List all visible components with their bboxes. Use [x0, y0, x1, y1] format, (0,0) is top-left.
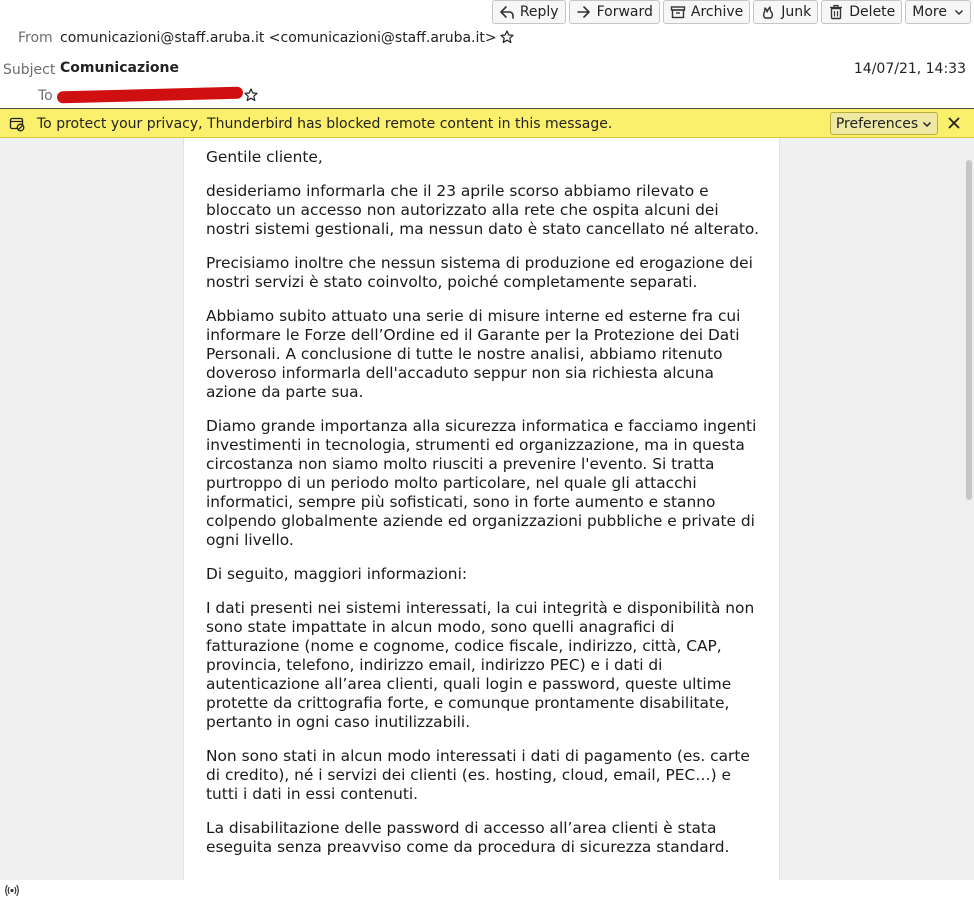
message-header: [0, 0, 974, 108]
more-button[interactable]: [905, 0, 971, 24]
forward-button[interactable]: [569, 0, 660, 24]
archive-label: Archive: [690, 4, 744, 20]
to-label: To: [38, 88, 53, 104]
paragraph-greeting: Gentile cliente,: [206, 148, 323, 166]
recipient-star-icon[interactable]: [244, 88, 258, 102]
paragraph: La disabilitazione delle password di accesso all’area clienti è stata eseguita senza preavviso come da procedura di sicurezza standard.: [206, 819, 730, 856]
reply-label: Reply: [519, 4, 559, 20]
subject-value: Comunicazione: [60, 60, 179, 76]
remote-content-notification: [0, 108, 974, 138]
delete-label: Delete: [849, 4, 896, 20]
paragraph: desideriamo informarla che il 23 aprile scorso abbiamo rilevato e bloccato un accesso non autorizzato alla rete che ospita alcuni dei nostri sistemi gestionali, ma nessun dato è stato cancellato né alterato.: [206, 182, 759, 238]
trash-icon: [828, 4, 844, 20]
vertical-scrollbar[interactable]: [966, 160, 972, 500]
paragraph: Abbiamo subito attuato una serie di misure interne ed esterne fra cui informare le Forze dell’Ordine ed il Garante per la Protezione dei Dati Personali. A conclusione di tutte le nostre analisi, abbiamo ritenuto doveroso informarla dell'accaduto seppur non sia richiesta alcuna azione da parte sua.: [206, 307, 741, 401]
paragraph: Non sono stati in alcun modo interessati i dati di pagamento (es. carte di credito), né i servizi dei clienti (es. hosting, cloud, email, PEC…) e tutti i dati in essi contenuti.: [206, 747, 750, 803]
reply-button[interactable]: [492, 0, 566, 24]
preferences-button[interactable]: [830, 112, 938, 135]
archive-button[interactable]: [663, 0, 750, 24]
status-bar: [0, 880, 974, 899]
preferences-label: Preferences: [835, 115, 919, 132]
from-address[interactable]: comunicazioni@staff.aruba.it <comunicazioni@staff.aruba.it>: [60, 30, 497, 46]
subject-label: Subject: [3, 62, 56, 78]
from-label: From: [18, 30, 53, 46]
notification-text: To protect your privacy, Thunderbird has blocked remote content in this message.: [37, 116, 613, 132]
from-value: [60, 30, 514, 46]
chevron-down-icon: [954, 7, 964, 17]
message-toolbar: [492, 0, 971, 24]
paragraph: Precisiamo inoltre che nessun sistema di produzione ed erogazione dei nostri servizi è stato coinvolto, poiché completamente separati.: [206, 254, 753, 291]
chevron-down-icon: [922, 119, 932, 129]
paragraph: Di seguito, maggiori informazioni:: [206, 565, 468, 583]
paragraph: I dati presenti nei sistemi interessati, la cui integrità e disponibilità non sono state impattate in alcun modo, sono quelli anagrafici di fatturazione (nome e cognome, codice fiscale, indirizzo, città, CAP, provincia, telefono, indirizzo email, indirizzo PEC) e i dati di autenticazione all’area clienti, quali login e password, queste ultime protette da crittografia forte, e comunque prontamente disabilitate, pertanto in ogni caso inutilizzabili.: [206, 599, 755, 731]
junk-icon: [760, 4, 776, 20]
message-text: [206, 148, 766, 872]
junk-button[interactable]: [753, 0, 818, 24]
message-body-pane[interactable]: [0, 138, 974, 880]
reply-icon: [499, 4, 515, 20]
forward-icon: [576, 4, 592, 20]
online-status-icon[interactable]: [4, 884, 20, 897]
star-icon[interactable]: [500, 30, 514, 44]
paragraph: Diamo grande importanza alla sicurezza informatica e facciamo ingenti investimenti in tecnologia, strumenti ed organizzazione, ma in questa circostanza non siamo molto riusciti a prevenire l'evento. Si tratta purtroppo di un periodo molto particolare, nel quale gli attacchi informatici, sempre più sofisticati, sono in forte aumento e stanno colpendo globalmente aziende ed organizzazioni pubbliche e private di ogni livello.: [206, 417, 757, 549]
junk-label: Junk: [781, 4, 812, 20]
delete-button[interactable]: [821, 0, 902, 24]
more-label: More: [912, 4, 947, 20]
redacted-recipient: [57, 87, 243, 104]
archive-icon: [670, 4, 686, 20]
close-icon[interactable]: [946, 115, 962, 131]
message-date: 14/07/21, 14:33: [853, 61, 966, 77]
blocked-content-icon: [9, 116, 25, 132]
message-content: [183, 138, 780, 880]
forward-label: Forward: [596, 4, 653, 20]
